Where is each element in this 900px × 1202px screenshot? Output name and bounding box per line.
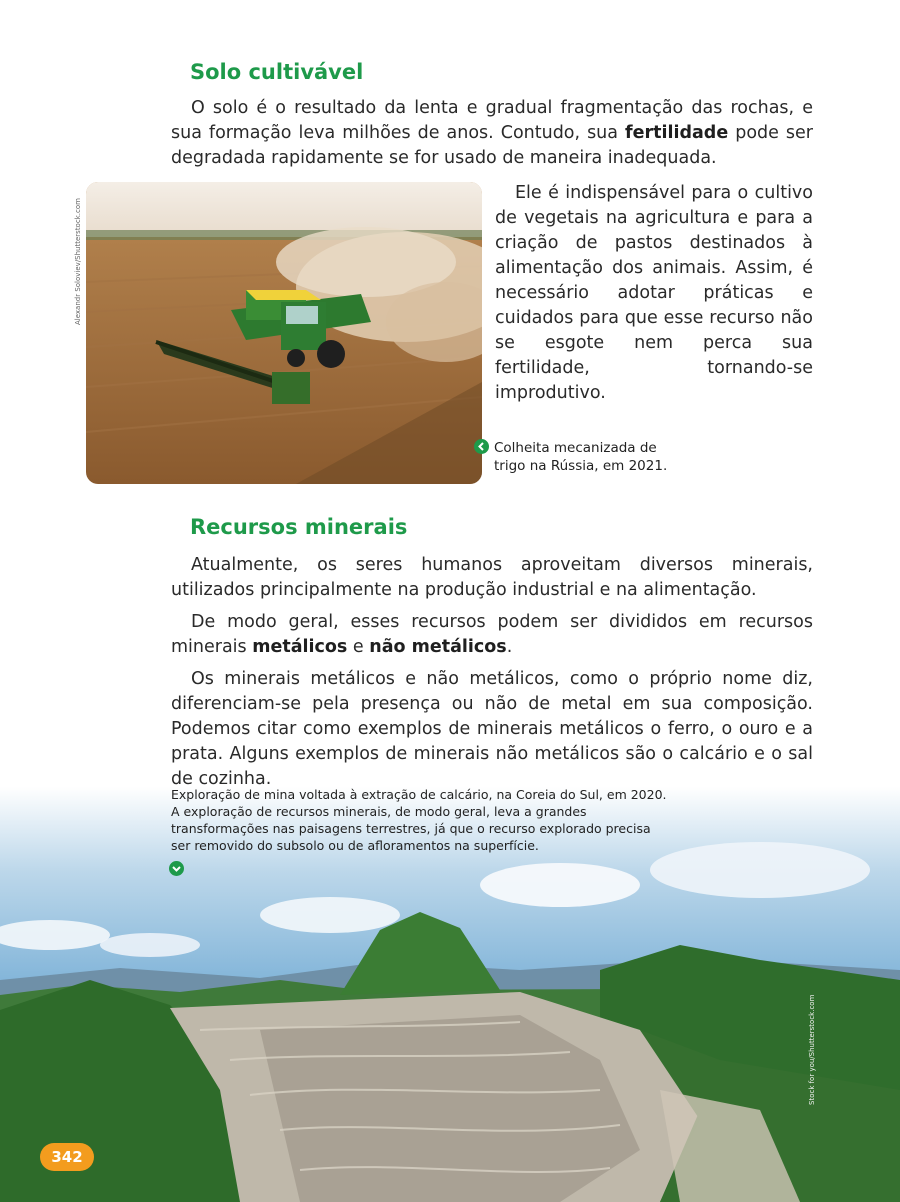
chevron-down-icon xyxy=(169,861,184,876)
paragraph-minerals-difference: Os minerais metálicos e não metálicos, como o próprio nome diz, diferenciam-se pela presença ou não de metal em sua composição. Podemos citar como exemplos de minerais metálicos o ferro, o ouro e a prata. Alguns exemplos de minerais não metálicos são o calcário e o sal de cozinha. xyxy=(171,669,813,789)
page-number: 342 xyxy=(40,1143,94,1171)
harvest-photo xyxy=(86,182,482,484)
paragraph-solo-intro: O solo é o resultado da lenta e gradual fragmentação das rochas, e sua formação leva milhões de anos. Contudo, sua fertilidade pode ser degradada rapidamente se for usado de maneira inadequada. xyxy=(171,98,813,168)
section-title-solo: Solo cultivável xyxy=(190,60,364,84)
photo-credit-harvest: Alexandr Soloviev/Shutterstock.com xyxy=(74,198,82,325)
paragraph-minerals-types: De modo geral, esses recursos podem ser divididos em recursos minerais metálicos e não metálicos. xyxy=(171,612,813,657)
paragraph-solo-use: Ele é indispensável para o cultivo de vegetais na agricultura e para a criação de pastos destinados à alimentação dos animais. Assim, é necessário adotar práticas e cuidados para que esse recurso não se esgote nem perca sua fertilidade, tornando-se improdutivo. xyxy=(495,183,813,403)
photo-credit-mine: Stock for you/Shutterstock.com xyxy=(808,994,816,1105)
section-title-recursos: Recursos minerais xyxy=(190,515,408,539)
paragraph-minerals-intro: Atualmente, os seres humanos aproveitam diversos minerais, utilizados principalmente na produção industrial e na alimentação. xyxy=(171,555,813,600)
mine-caption: Exploração de mina voltada à extração de calcário, na Coreia do Sul, em 2020. A exploração de recursos minerais, de modo geral, leva a grandes transformações nas paisagens terrestres, já que o recurso explorado precisa ser removido do subsolo ou de afloramentos na superfície. xyxy=(171,787,667,853)
chevron-left-icon xyxy=(474,439,489,454)
harvest-caption: Colheita mecanizada de trigo na Rússia, em 2021. xyxy=(494,440,668,474)
